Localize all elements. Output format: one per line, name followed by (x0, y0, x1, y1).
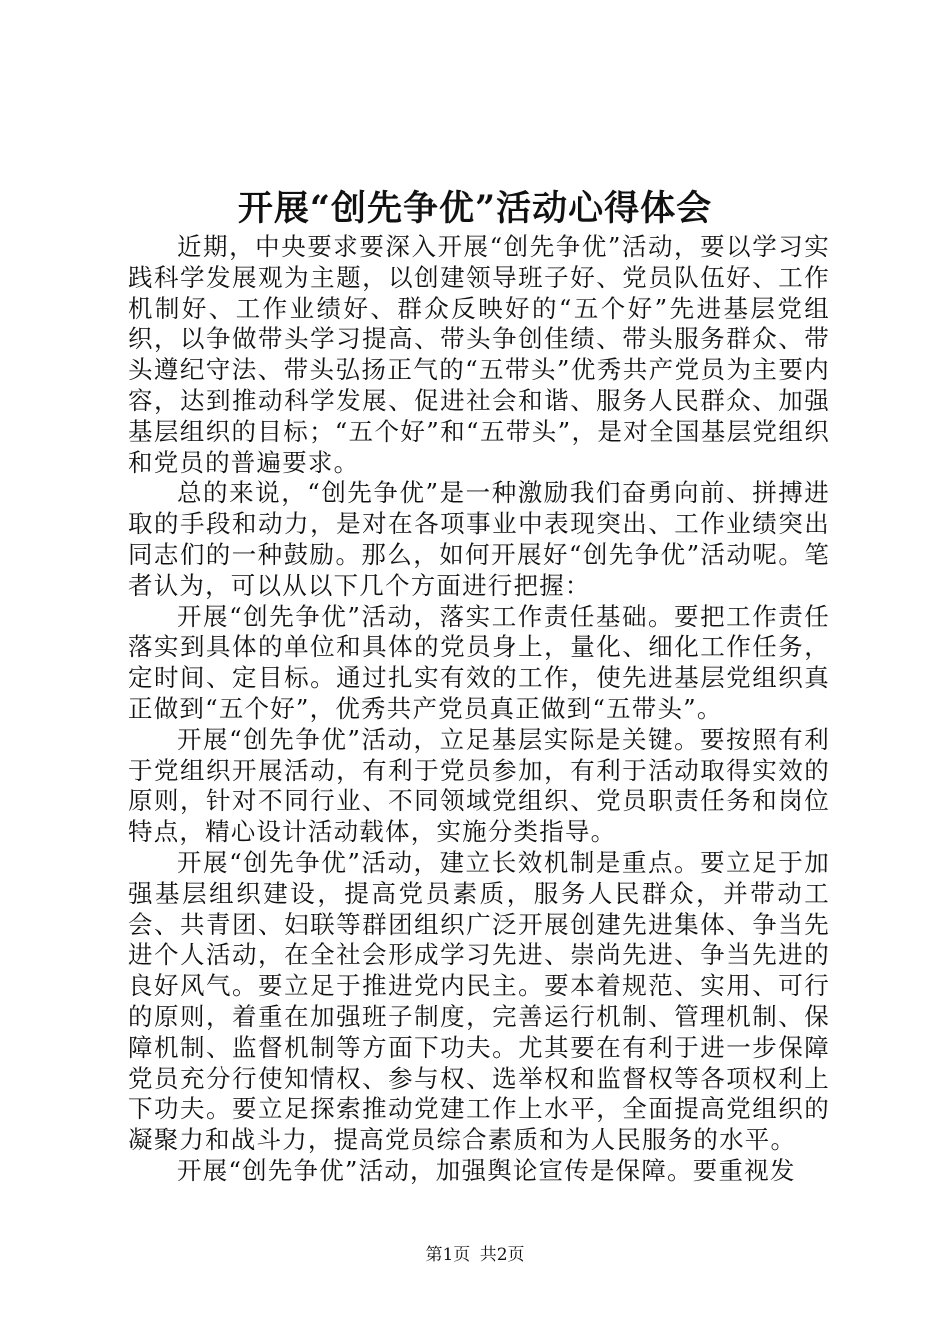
paragraph: 总的来说，“创先争优”是一种激励我们奋勇向前、拼搏进取的手段和动力，是对在各项事业中表现突出、工作业绩突出同志们的一种鼓励。那么，如何开展好“创先争优”活动呢。笔者认为，可以从以下几个方面进行把握： (128, 478, 830, 600)
paragraph: 近期，中央要求要深入开展“创先争优”活动，要以学习实践科学发展观为主题，以创建领导班子好、党员队伍好、工作机制好、工作业绩好、群众反映好的“五个好”先进基层党组织，以争做带头学习提高、带头争创佳绩、带头服务群众、带头遵纪守法、带头弘扬正气的“五带头”优秀共产党员为主要内容，达到推动科学发展、促进社会和谐、服务人民群众、加强基层组织的目标；“五个好”和“五带头”，是对全国基层党组织和党员的普遍要求。 (128, 232, 830, 477)
paragraph: 开展“创先争优”活动，落实工作责任基础。要把工作责任落实到具体的单位和具体的党员身上，量化、细化工作任务，定时间、定目标。通过扎实有效的工作，使先进基层党组织真正做到“五个好”，优秀共产党员真正做到“五带头”。 (128, 601, 830, 723)
document-body (128, 232, 830, 1187)
page-number: 第1页 (425, 1245, 471, 1265)
paragraph: 开展“创先争优”活动，加强舆论宣传是保障。要重视发 (177, 1155, 796, 1185)
paragraph: 开展“创先争优”活动，立足基层实际是关键。要按照有利于党组织开展活动，有利于党员参加，有利于活动取得实效的原则，针对不同行业、不同领域党组织、党员职责任务和岗位特点，精心设计活动载体，实施分类指导。 (128, 724, 830, 847)
paragraph: 开展“创先争优”活动，建立长效机制是重点。要立足于加强基层组织建设，提高党员素质，服务人民群众，并带动工会、共青团、妇联等群团组织广泛开展创建先进集体、争当先进个人活动，在全社会形成学习先进、崇尚先进、争当先进的良好风气。要立足于推进党内民主。要本着规范、实用、可行的原则，着重在加强班子制度，完善运行机制、管理机制、保障机制、监督机制等方面下功夫。尤其要在有利于进一步保障党员充分行使知情权、参与权、选举权和监督权等各项权利上下功夫。要立足探索推动党建工作上水平，全面提高党组织的凝聚力和战斗力，提高党员综合素质和为人民服务的水平。 (128, 847, 830, 1155)
document-title: 开展“创先争优”活动心得体会 (237, 188, 713, 229)
page-total: 共2页 (479, 1245, 525, 1265)
page-footer (0, 1244, 950, 1266)
